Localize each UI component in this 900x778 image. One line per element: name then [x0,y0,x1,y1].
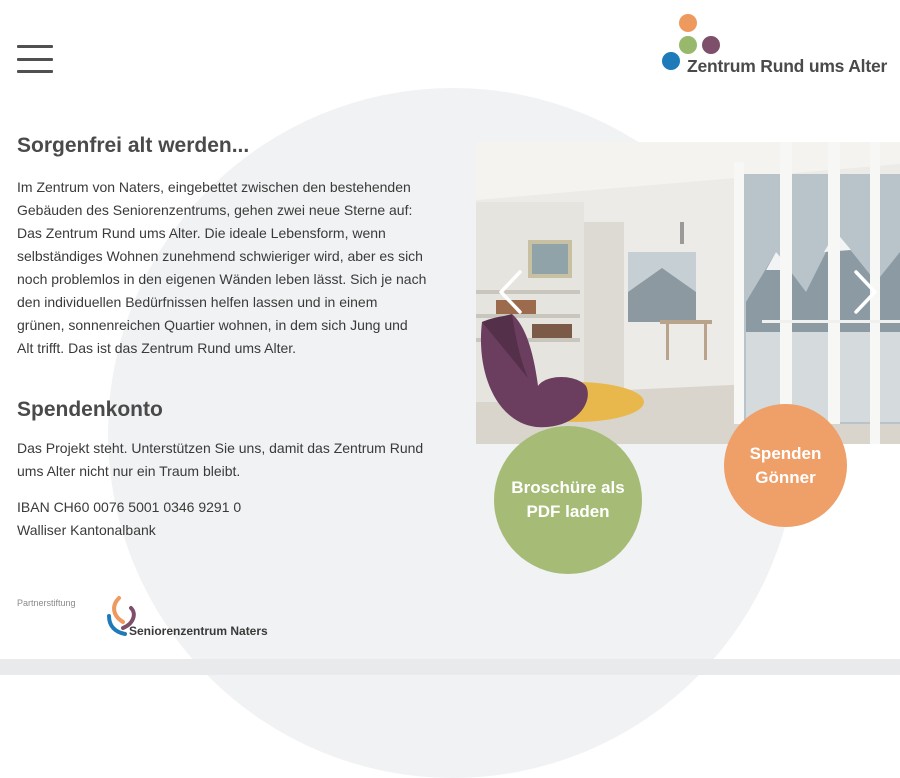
logo-text: Zentrum Rund ums Alter [687,56,888,76]
intro-title: Sorgenfrei alt werden... [17,134,250,157]
footer-bar [0,659,900,675]
logo-dot-blue [662,52,680,70]
iban-text: IBAN CH60 0076 5001 0346 9291 0 [17,499,242,515]
donate-button[interactable] [724,404,847,527]
brochure-button-label: Broschüre als PDF laden [511,478,625,521]
partner-name: Seniorenzentrum Naters [129,624,268,638]
brochure-download-button[interactable] [494,426,642,574]
image-slider[interactable] [476,142,900,444]
menu-line [17,58,53,61]
donation-text: Das Projekt steht. Unterstützen Sie uns, damit das Zentrum Rund ums Alter nicht nur ein Traum bleibt. [17,440,424,479]
chevron-right-icon [850,269,880,315]
donate-button-label: Spenden Gönner [749,443,822,487]
logo-dot-orange [679,14,697,32]
logo-dot-green [679,36,697,54]
partner-logo[interactable] [105,594,285,644]
menu-line [17,45,53,48]
site-logo[interactable] [660,12,890,82]
slider-next-button[interactable] [850,269,880,315]
main-content [17,134,427,538]
logo-dot-purple [702,36,720,54]
bank-name: Walliser Kantonalbank [17,522,156,538]
intro-text: Im Zentrum von Naters, eingebettet zwischen den bestehenden Gebäuden des Seniorenzentrums, gehen zwei neue Sterne auf: Das Zentrum Rund ums Alter. Die ideale Lebensform, wenn selbständiges Wohnen zunehmend schwieriger wird, aber es sich noch problemlos in den eigenen Wänden leben lässt. Sich je nach den individuellen Bedürfnissen helfen lassen und in einem grünen, sonnenreichen Quartier wohnen, in dem sich Jung und Alt trifft. Das ist das Zentrum Rund ums Alter. [17,179,427,356]
slider-prev-button[interactable] [496,269,526,315]
bank-details [17,496,427,542]
partner-label: Partnerstiftung [17,598,76,608]
donation-title: Spendenkonto [17,398,163,421]
menu-line [17,70,53,73]
hamburger-menu-icon[interactable] [17,45,53,73]
interior-photo [476,142,900,444]
partner-section [17,598,268,638]
chevron-left-icon [496,269,526,315]
